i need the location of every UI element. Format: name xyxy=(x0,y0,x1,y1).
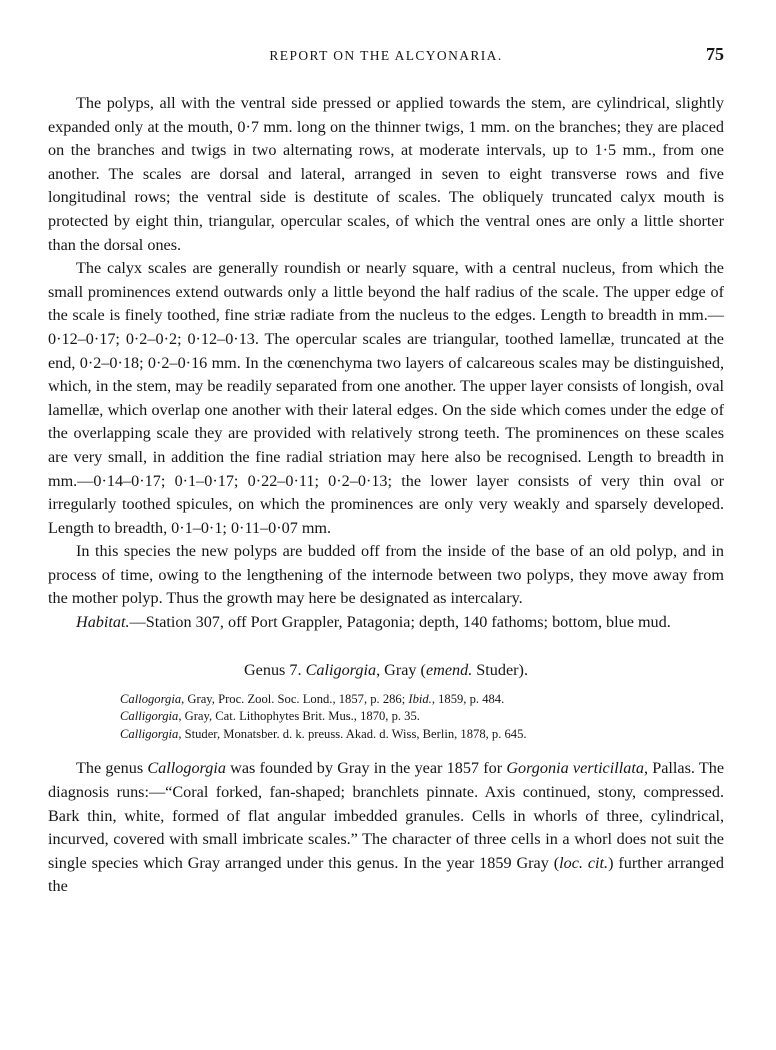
text-run: was founded by Gray in the year 1857 for xyxy=(225,759,507,778)
reference-line xyxy=(120,726,724,744)
reference-ibid: Ibid. xyxy=(408,691,432,706)
reference-genus: Callogorgia xyxy=(120,691,182,706)
reference-genus: Calligorgia xyxy=(120,709,179,724)
running-header xyxy=(48,40,724,70)
genus-heading-name: Caligorgia xyxy=(305,660,377,679)
text-run: The genus xyxy=(76,759,148,778)
text-run: ) further arranged the xyxy=(48,853,724,896)
paragraph-polyps: The polyps, all with the ventral side pressed or applied towards the stem, are cylindrical, slightly expanded only at the mouth, 0·7 mm. long on the thinner twigs, 1 mm. on the branches; they are placed on the branches and twigs in two alternating rows, at moderate intervals, up to 1·5 mm., from one another. The scales are dorsal and lateral, arranged in seven to eight transverse rows and five longitudinal rows; the ventral side is destitute of scales. The obliquely truncated calyx mouth is protected by eight thin, triangular, opercular scales, of which the ventral ones are only a little shorter than the dorsal ones. xyxy=(48,94,724,254)
habitat-text: —Station 307, off Port Grappler, Patagonia; depth, 140 fathoms; bottom, blue mud. xyxy=(129,613,671,632)
genus-heading xyxy=(48,659,724,681)
page xyxy=(48,40,724,899)
reference-tail: , 1859, p. 484. xyxy=(431,691,505,706)
reference-text: , Gray, Proc. Zool. Soc. Lond., 1857, p. 286; xyxy=(181,691,409,706)
reference-text: , Studer, Monatsber. d. k. preuss. Akad. d. Wiss, Berlin, 1878, p. 645. xyxy=(178,726,527,741)
paragraph-genus-history xyxy=(48,757,724,899)
reference-text: , Gray, Cat. Lithophytes Brit. Mus., 1870, p. 35. xyxy=(178,709,420,724)
genus-name-callogorgia: Callogorgia xyxy=(147,759,226,778)
synonymy-references xyxy=(120,691,724,744)
species-name: Gorgonia verticillata xyxy=(506,759,644,778)
reference-line xyxy=(120,691,724,709)
paragraph-calyx-scales: The calyx scales are generally roundish or nearly square, with a central nucleus, from which the small prominences extend outwards only a little beyond the half radius of the scale. The upper edge of the scale is finely toothed, fine striæ radiate from the nucleus to the edges. Length to breadth in mm.—0·12–0·17; 0·2–0·2; 0·12–0·13. The opercular scales are triangular, toothed lamellæ, truncated at the end, 0·2–0·18; 0·2–0·16 mm. In the cœnenchyma two layers of calcareous scales may be distinguished, which, in the stem, may be readily separated from one another. The upper layer consists of longish, oval lamellæ, which overlap one another with their lateral edges. On the side which comes under the edge of the overlapping scale they are provided with relatively strong teeth. The prominences on these scales are very small, in addition the fine radial striation may here also be recognised. Length to breadth in mm.—0·14–0·17; 0·1–0·17; 0·22–0·11; 0·2–0·13; the lower layer consists of very thin oval or irregularly toothed spicules, on which the prominences are only very weakly and sparsely developed. Length to breadth, 0·1–0·1; 0·11–0·07 mm. xyxy=(48,259,724,537)
loc-cit: loc. cit. xyxy=(559,853,609,872)
text-run: , Pallas. The diagnosis runs:—“Coral forked, fan-shaped; branchlets pinnate. Axis continued, stony, compressed. Bark thin, white, formed of flat angular imbedded granules. Cells in whorls of three, cylindrical, incurved, covered with small imbricate scales.” The character of three cells in a whorl does not suit the single species which Gray arranged under this genus. In the year 1859 Gray ( xyxy=(48,759,725,872)
body-text xyxy=(48,92,724,899)
habitat-label: Habitat. xyxy=(76,613,130,632)
genus-heading-mid: , Gray ( xyxy=(376,660,426,679)
genus-heading-emend: emend. xyxy=(425,660,473,679)
reference-line xyxy=(120,708,724,726)
running-title: REPORT ON THE ALCYONARIA. xyxy=(269,48,503,63)
paragraph-habitat xyxy=(48,611,724,635)
paragraph-growth: In this species the new polyps are budded off from the inside of the base of an old polyp, and in process of time, owing to the lengthening of the internode between two polyps, they move away from the mother polyp. Thus the growth may here be designated as intercalary. xyxy=(48,542,724,608)
genus-heading-suffix: Studer). xyxy=(472,660,528,679)
genus-heading-prefix: Genus 7. xyxy=(243,660,306,679)
reference-genus: Calligorgia xyxy=(120,726,179,741)
page-number: 75 xyxy=(706,44,724,64)
